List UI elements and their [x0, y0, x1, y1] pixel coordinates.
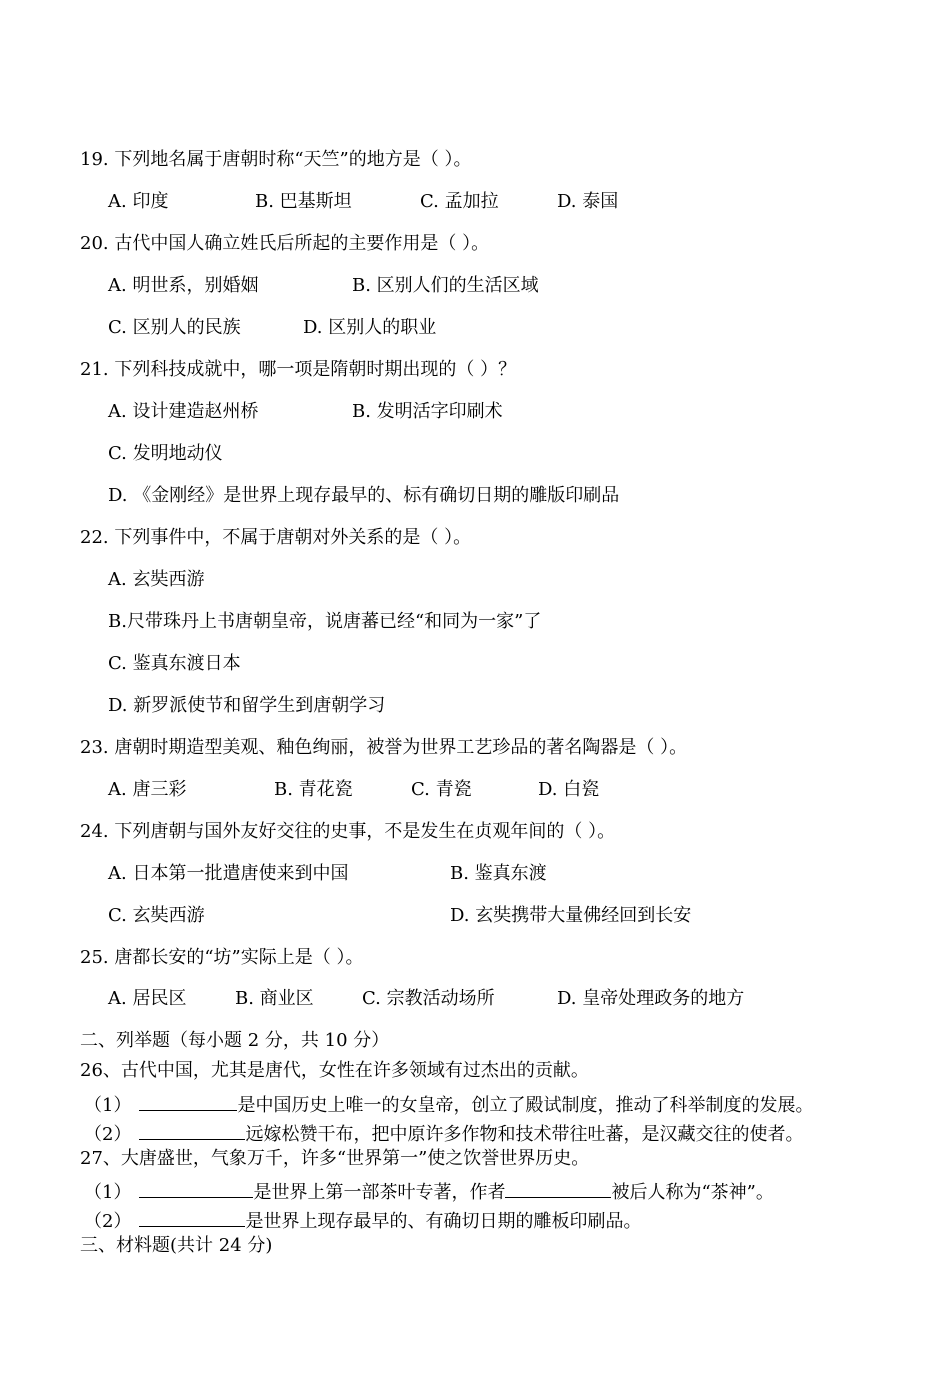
question-27-stem: 27、大唐盛世，气象万千，许多“世界第一”使之饮誉世界历史。 [80, 1148, 590, 1169]
item-number: （1） [84, 1182, 132, 1203]
q21-option-d: D. 《金刚经》是世界上现存最早的、标有确切日期的雕版印刷品 [108, 485, 620, 506]
q21-option-b: B. 发明活字印刷术 [352, 401, 503, 422]
q24-option-a: A. 日本第一批遣唐使来到中国 [108, 863, 349, 884]
question-25-stem: 25. 唐都长安的“坊”实际上是（ ）。 [80, 947, 364, 968]
q22-option-a: A. 玄奘西游 [108, 569, 205, 590]
q22-option-d: D. 新罗派使节和留学生到唐朝学习 [108, 695, 386, 716]
q19-option-c: C. 孟加拉 [420, 191, 499, 212]
section-3-title: 三、材料题(共计 24 分) [80, 1235, 273, 1256]
item-text: 被后人称为“茶神”。 [611, 1182, 774, 1203]
q26-item-1 [84, 1092, 813, 1115]
q20-option-d: D. 区别人的职业 [303, 317, 437, 338]
q27-item-2 [84, 1208, 641, 1231]
answer-blank[interactable] [139, 1092, 237, 1111]
q25-option-c: C. 宗教活动场所 [362, 988, 495, 1009]
answer-blank[interactable] [139, 1208, 245, 1227]
question-23-stem: 23. 唐朝时期造型美观、釉色绚丽，被誉为世界工艺珍品的著名陶器是（ ）。 [80, 737, 688, 758]
answer-blank[interactable] [505, 1179, 611, 1198]
q19-option-d: D. 泰国 [557, 191, 619, 212]
question-26-stem: 26、古代中国，尤其是唐代，女性在许多领域有过杰出的贡献。 [80, 1060, 589, 1081]
q21-option-c: C. 发明地动仪 [108, 443, 223, 464]
q24-option-d: D. 玄奘携带大量佛经回到长安 [450, 905, 692, 926]
q23-option-b: B. 青花瓷 [274, 779, 353, 800]
q25-option-d: D. 皇帝处理政务的地方 [557, 988, 745, 1009]
question-19-stem: 19. 下列地名属于唐朝时称“天竺”的地方是（ ）。 [80, 149, 472, 170]
q19-option-a: A. 印度 [108, 191, 169, 212]
item-text: 是世界上第一部茶叶专著，作者 [253, 1182, 506, 1203]
question-20-stem: 20. 古代中国人确立姓氏后所起的主要作用是（ ）。 [80, 233, 490, 254]
q24-option-b: B. 鉴真东渡 [450, 863, 547, 884]
item-number: （2） [84, 1124, 132, 1145]
item-text: 是世界上现存最早的、有确切日期的雕板印刷品。 [245, 1211, 642, 1232]
q27-item-1 [84, 1179, 774, 1202]
question-24-stem: 24. 下列唐朝与国外友好交往的史事，不是发生在贞观年间的（ ）。 [80, 821, 616, 842]
item-text: 远嫁松赞干布，把中原许多作物和技术带往吐蕃，是汉藏交往的使者。 [245, 1124, 804, 1145]
question-22-stem: 22. 下列事件中，不属于唐朝对外关系的是（ ）。 [80, 527, 472, 548]
section-2-title: 二、列举题（每小题 2 分，共 10 分） [80, 1030, 390, 1051]
q19-option-b: B. 巴基斯坦 [255, 191, 352, 212]
item-text: 是中国历史上唯一的女皇帝，创立了殿试制度，推动了科举制度的发展。 [237, 1095, 814, 1116]
q22-option-c: C. 鉴真东渡日本 [108, 653, 241, 674]
q23-option-d: D. 白瓷 [538, 779, 600, 800]
q25-option-a: A. 居民区 [108, 988, 187, 1009]
q25-option-b: B. 商业区 [235, 988, 314, 1009]
answer-blank[interactable] [139, 1121, 245, 1140]
q23-option-c: C. 青瓷 [411, 779, 472, 800]
item-number: （1） [84, 1095, 132, 1116]
q22-option-b: B.尺带珠丹上书唐朝皇帝，说唐蕃已经“和同为一家”了 [108, 611, 542, 632]
q20-option-a: A. 明世系，别婚姻 [108, 275, 259, 296]
answer-blank[interactable] [139, 1179, 253, 1198]
question-21-stem: 21. 下列科技成就中，哪一项是隋朝时期出现的（ ）？ [80, 359, 517, 380]
q20-option-c: C. 区别人的民族 [108, 317, 241, 338]
q23-option-a: A. 唐三彩 [108, 779, 187, 800]
q20-option-b: B. 区别人们的生活区域 [352, 275, 539, 296]
item-number: （2） [84, 1211, 132, 1232]
q26-item-2 [84, 1121, 803, 1144]
q24-option-c: C. 玄奘西游 [108, 905, 205, 926]
q21-option-a: A. 设计建造赵州桥 [108, 401, 259, 422]
